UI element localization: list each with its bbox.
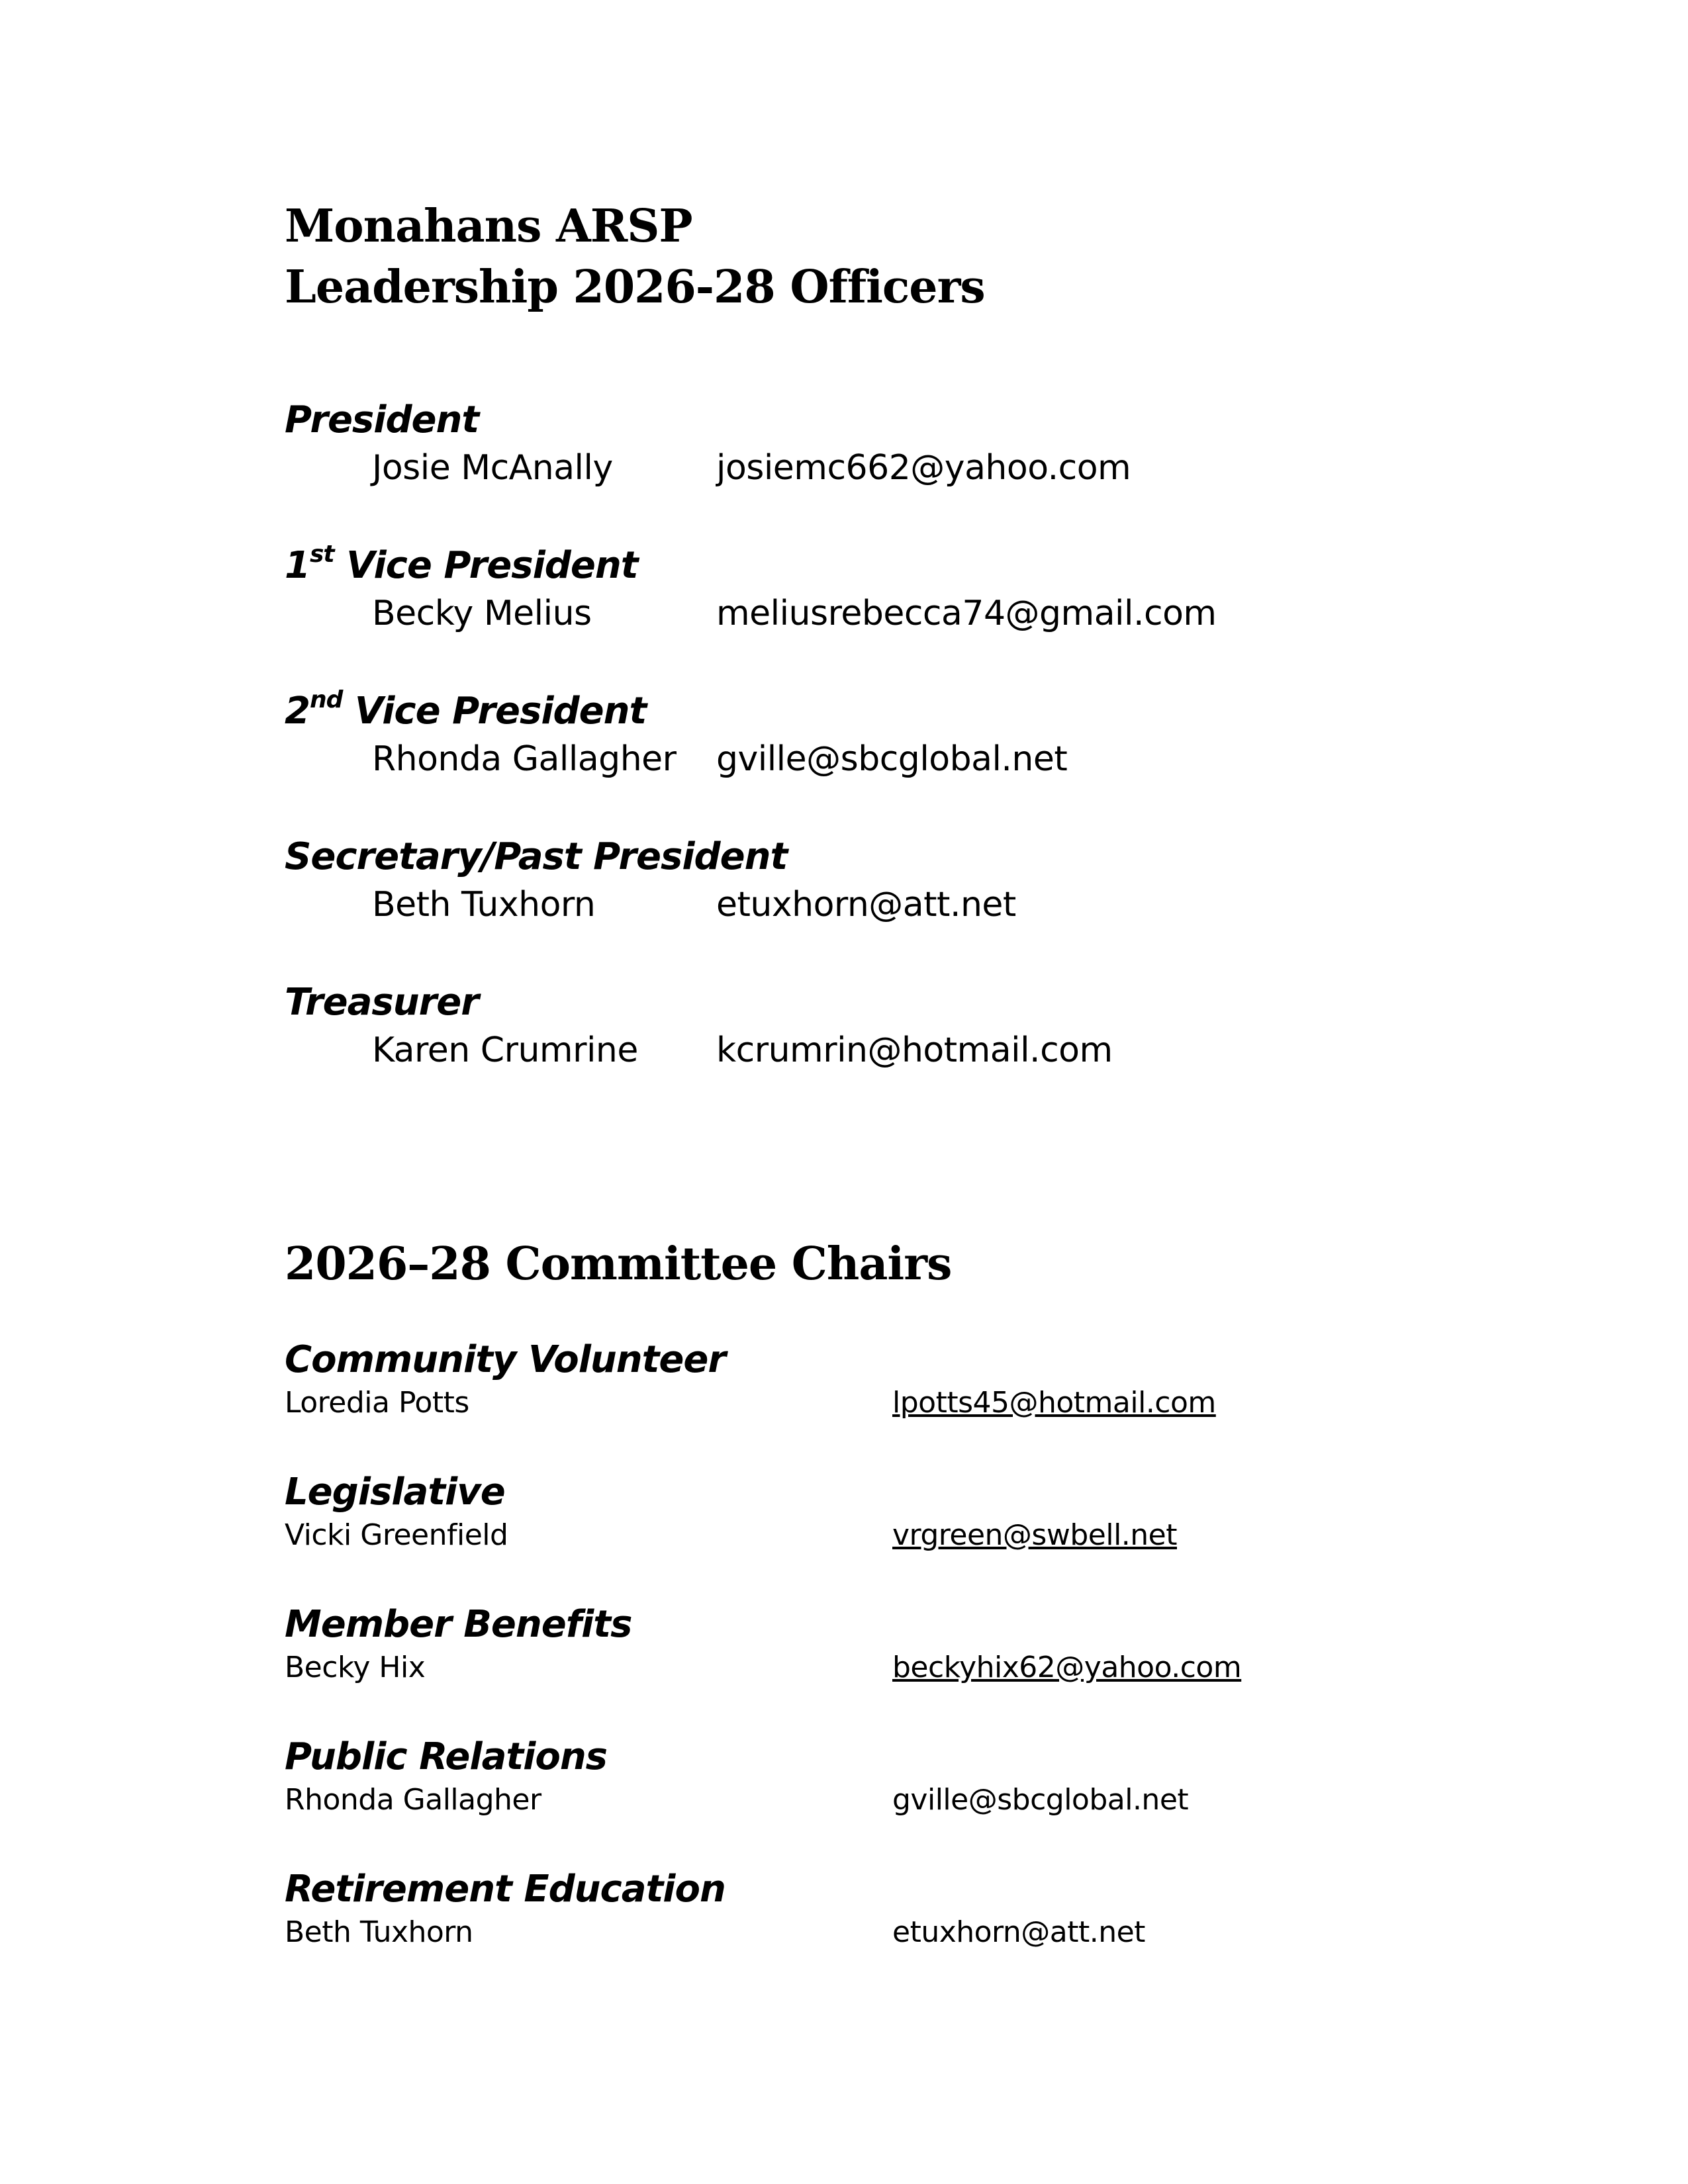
officer-role-label: Treasurer: [285, 981, 479, 1024]
committee-member-benefits: [285, 1602, 1476, 1688]
officer-email: kcrumrin@hotmail.com: [716, 1030, 1113, 1070]
chair-contact-row: [285, 1913, 1476, 1952]
committee-name: Legislative: [285, 1471, 505, 1514]
officer-role: [285, 688, 1476, 735]
officer-contact-row: [285, 443, 1476, 492]
officer-role: [285, 834, 1476, 880]
chair-name: Rhonda Gallagher: [285, 1783, 541, 1817]
officer-name: Beth Tuxhorn: [372, 885, 596, 925]
title-line-officers: Leadership 2026-28 Officers: [285, 261, 985, 314]
officer-president: [285, 397, 1476, 492]
chair-email-link[interactable]: vrgreen@swbell.net: [892, 1518, 1177, 1552]
chair-contact-row: [285, 1516, 1476, 1555]
committee-public-relations: [285, 1734, 1476, 1820]
officer-name: Rhonda Gallagher: [372, 739, 677, 779]
officer-contact-row: [285, 1026, 1476, 1075]
officer-name: Josie McAnally: [372, 448, 613, 488]
chair-name: Beth Tuxhorn: [285, 1915, 473, 1949]
officer-email: etuxhorn@att.net: [716, 885, 1016, 925]
committee-name: Public Relations: [285, 1735, 608, 1778]
officer-role: [285, 397, 1476, 443]
chair-name: Vicki Greenfield: [285, 1518, 508, 1552]
chair-name: Loredia Potts: [285, 1386, 469, 1420]
officer-role-label: Vice President: [346, 544, 638, 587]
officer-role-label: Vice President: [354, 690, 647, 733]
committee-name: Retirement Education: [285, 1868, 726, 1911]
officer-email: gville@sbcglobal.net: [716, 739, 1068, 779]
role-ordinal: 1: [285, 544, 310, 587]
role-ordinal: 2: [285, 690, 310, 733]
committee-legislative: [285, 1469, 1476, 1555]
chair-contact-row: [285, 1383, 1476, 1423]
committees-heading: 2026–28 Committee Chairs: [285, 1238, 952, 1291]
chair-contact-row: [285, 1648, 1476, 1688]
page-title: [285, 196, 985, 318]
committee-name: Member Benefits: [285, 1603, 632, 1646]
role-ordinal-suffix: nd: [309, 686, 343, 714]
chair-email: gville@sbcglobal.net: [892, 1783, 1189, 1817]
officer-treasurer: [285, 979, 1476, 1075]
officer-name: Becky Melius: [372, 594, 592, 633]
officer-email: meliusrebecca74@gmail.com: [716, 594, 1217, 633]
officer-role: [285, 979, 1476, 1026]
officer-contact-row: [285, 735, 1476, 784]
officer-role-label: President: [285, 398, 479, 441]
officer-email: josiemc662@yahoo.com: [716, 448, 1131, 488]
title-line-organization: Monahans ARSP: [285, 200, 692, 253]
chair-name: Becky Hix: [285, 1651, 426, 1684]
committee-name: Community Volunteer: [285, 1338, 726, 1381]
officer-secretary: [285, 834, 1476, 929]
officer-contact-row: [285, 880, 1476, 929]
officer-name: Karen Crumrine: [372, 1030, 638, 1070]
officer-contact-row: [285, 589, 1476, 638]
officer-role: [285, 543, 1476, 589]
chair-email: etuxhorn@att.net: [892, 1915, 1145, 1949]
chair-email-link[interactable]: beckyhix62@yahoo.com: [892, 1651, 1242, 1684]
officer-role-label: Secretary/Past President: [285, 835, 788, 878]
officer-second-vice-president: [285, 688, 1476, 784]
chair-contact-row: [285, 1780, 1476, 1820]
committee-retirement-education: [285, 1866, 1476, 1952]
officer-first-vice-president: [285, 543, 1476, 638]
role-ordinal-suffix: st: [309, 541, 334, 569]
committee-community-volunteer: [285, 1337, 1476, 1423]
chair-email-link[interactable]: lpotts45@hotmail.com: [892, 1386, 1216, 1420]
